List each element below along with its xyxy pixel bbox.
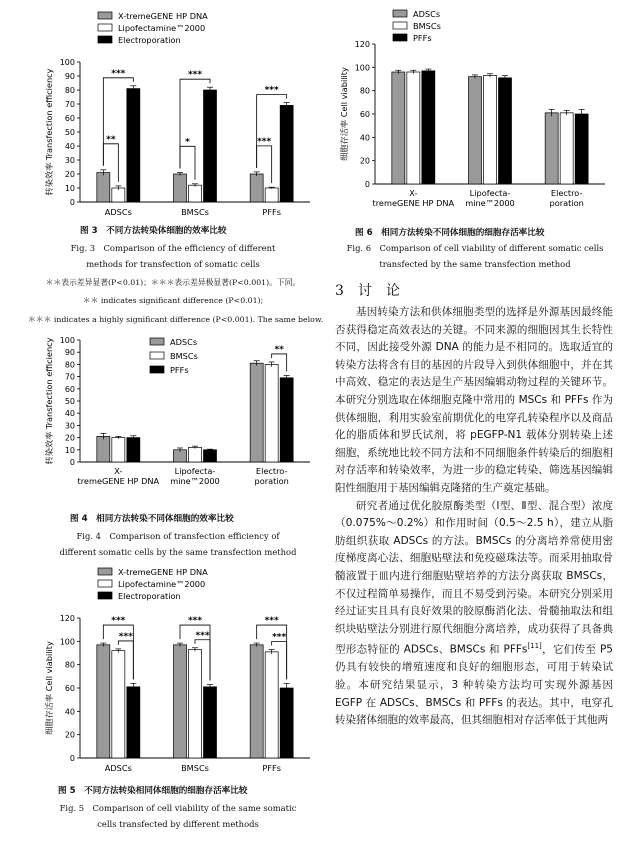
y-tick-label: 90 (64, 72, 75, 81)
y-tick-label: 10 (64, 184, 75, 193)
bar (265, 188, 278, 202)
x-tick-label: poration (254, 476, 289, 486)
legend-swatch (98, 568, 112, 575)
y-tick-label: 90 (64, 348, 75, 358)
significance-label: *** (264, 616, 279, 627)
x-tick-label: Electro- (255, 466, 288, 476)
y-tick-label: 100 (59, 637, 75, 647)
x-tick-label: mine™2000 (465, 198, 515, 208)
bar (265, 364, 278, 462)
y-tick-label: 60 (64, 684, 75, 693)
y-tick-label: 0 (69, 458, 75, 467)
x-tick-label: poration (549, 198, 584, 208)
y-tick-label: 80 (64, 660, 75, 670)
x-tick-label: Lipofecta- (469, 188, 511, 198)
significance-label: ** (274, 344, 284, 355)
figure-4-caption-en: Fig. 4 Comparison of transfection efficiency of different somatic cells by the same transfection method (59, 531, 297, 557)
y-tick-label: 40 (359, 133, 370, 143)
x-tick-label: Lipofecta- (174, 466, 216, 476)
legend-label: BMSCs (413, 21, 441, 31)
y-tick-label: 40 (64, 142, 75, 151)
y-tick-label: 40 (64, 409, 75, 419)
bar (499, 78, 512, 184)
bar (280, 105, 293, 202)
figure-5-chart (40, 560, 325, 782)
bar (127, 438, 140, 462)
bar (174, 645, 187, 758)
legend-label: X-tremeGENE HP DNA (118, 567, 208, 577)
significance-label: *** (195, 630, 210, 641)
legend-label: X-tremeGENE HP DNA (118, 11, 208, 21)
legend-label: Electroporation (118, 35, 181, 45)
y-tick-label: 40 (64, 707, 75, 717)
x-tick-label: BMSCs (181, 763, 209, 773)
legend-swatch (393, 22, 407, 29)
legend-label: ADSCs (413, 9, 441, 19)
figure-3-caption-cn: 图 3 不同方法转染体细胞的效率比较 (80, 226, 227, 236)
legend-swatch (150, 366, 164, 373)
y-tick-label: 80 (359, 86, 370, 96)
x-tick-label: BMSCs (181, 207, 209, 217)
legend-swatch (98, 592, 112, 599)
discussion-paragraph-2 (335, 498, 613, 730)
significance-label: *** (187, 70, 203, 81)
bar (112, 438, 125, 462)
y-axis-label: 转染效率 Transfection efficiency (44, 68, 54, 196)
bar (422, 71, 435, 184)
y-tick-label: 70 (64, 372, 75, 382)
bar (97, 436, 110, 462)
bar (280, 688, 293, 758)
y-tick-label: 0 (364, 180, 370, 189)
bar (189, 447, 202, 462)
y-tick-label: 20 (64, 170, 75, 179)
bar (545, 113, 558, 184)
legend-label: PFFs (413, 33, 432, 43)
significance-label: *** (111, 68, 126, 79)
y-tick-label: 60 (64, 114, 75, 123)
y-tick-label: 80 (64, 86, 75, 95)
legend-swatch (98, 580, 112, 587)
y-tick-label: 50 (64, 128, 75, 137)
y-axis-label: 细胞存活率 Cell viability (339, 67, 349, 161)
x-tick-label: tremeGENE HP DNA (77, 476, 160, 486)
y-tick-label: 100 (354, 63, 370, 73)
y-tick-label: 120 (59, 614, 75, 623)
bar (407, 72, 420, 184)
legend-label: PFFs (170, 365, 189, 375)
significance-label: ** (106, 134, 116, 145)
legend-swatch (150, 352, 164, 359)
legend-swatch (150, 338, 164, 345)
figure-3-caption-en: Fig. 3 Comparison of the efficiency of different methods for transfection of somatic cells (70, 243, 276, 269)
significance-label: *** (111, 616, 126, 627)
y-axis-label: 细胞存活率 Cell viability (44, 641, 54, 735)
y-tick-label: 30 (64, 421, 75, 431)
significance-label: *** (257, 136, 272, 147)
y-tick-label: 70 (64, 100, 75, 109)
bar (250, 645, 263, 758)
bar (189, 185, 202, 202)
y-tick-label: 20 (64, 730, 75, 740)
x-tick-label: PFFs (262, 207, 281, 217)
legend-swatch (393, 10, 407, 17)
y-tick-label: 20 (64, 433, 75, 443)
legend-label: Lipofectamine™2000 (118, 579, 206, 589)
significance-label: *** (187, 616, 203, 627)
x-tick-label: ADSCs (104, 763, 132, 773)
y-tick-label: 100 (59, 336, 75, 345)
significance-label: *** (118, 631, 133, 642)
legend-swatch (98, 24, 112, 31)
y-tick-label: 50 (64, 397, 75, 406)
bar (280, 378, 293, 462)
figure-3-chart (40, 4, 325, 222)
bar (127, 687, 140, 758)
bar (392, 72, 405, 184)
bar (189, 650, 202, 759)
y-tick-label: 60 (64, 384, 75, 394)
bar (204, 450, 217, 462)
bar (265, 652, 278, 758)
y-tick-label: 30 (64, 156, 75, 165)
bar (575, 114, 588, 184)
y-tick-label: 60 (359, 110, 370, 119)
figure-4-caption-cn: 图 4 相同方法转染不同体细胞的效率比较 (70, 514, 234, 524)
bar (174, 174, 187, 202)
bar (250, 363, 263, 462)
bar (112, 651, 125, 758)
bar (250, 174, 263, 202)
bar (97, 173, 110, 202)
bar (174, 450, 187, 462)
y-tick-label: 20 (359, 156, 370, 166)
bar (97, 645, 110, 758)
section-heading: 3 讨 论 (335, 283, 400, 299)
bar (469, 77, 482, 184)
discussion-body (335, 304, 613, 730)
y-tick-label: 100 (59, 58, 75, 67)
bar (204, 687, 217, 758)
legend-swatch (98, 12, 112, 19)
x-tick-label: X- (409, 188, 418, 198)
figure-4-chart (40, 330, 325, 510)
legend-swatch (98, 36, 112, 43)
discussion-paragraph-1: 基因转染方法和供体细胞类型的选择是外源基因最终能否获得稳定高效表达的关键。不同来源的细胞因其生长特性不同，因此接受外源 DNA 的能力是不相同的。选取适宜的转染方法将含有目的基因的片段导入到供体细胞中，并在其中高效、稳定的表达是生产基因编辑动物过程的关键环节。本研究分别选取在体细胞克隆中常用的 MSCs 和 PFFs 作为供体细胞，利用实验室前期优化的电穿孔转染程序以及商品化的脂质体和罗氏试剂，将 pEGFP-N1 载体分别转染上述细胞，系统地比较不同方法和不同细胞条件转染后的细胞相对存活率和转染效率，为进一步的稳定转染、筛选基因编辑阳性细胞用于基因编辑克隆猪的生产奠定基础。 (335, 306, 613, 494)
significance-label: * (185, 137, 190, 148)
discussion-paragraph-2-continued: ，它们传至 P5 仍具有较快的增殖速度和良好的细胞形态，可用于转染试验。本研究结果显示，3 种转染方法均可实现外源基因 EGFP 在 ADSCs、BMSCs 和 PFFs 的表达。其中，电穿孔转染猪体细胞的效率最高，但其细胞相对存活率低于其他两 (335, 643, 613, 727)
legend-label: Lipofectamine™2000 (118, 23, 206, 33)
significance-label: *** (264, 85, 279, 96)
figure-3-note-en-2: ＊＊＊ indicates a highly significant difference (P<0.001). The same below. (28, 315, 324, 324)
x-tick-label: X- (114, 466, 123, 476)
y-tick-label: 10 (64, 445, 75, 455)
x-tick-label: mine™2000 (170, 476, 220, 486)
figure-6-caption-cn: 图 6 相同方法转染不同体细胞的细胞存活率比较 (355, 228, 545, 238)
legend-swatch (393, 34, 407, 41)
figure-6-caption-en: Fig. 6 Comparison of cell viability of different somatic cells transfected by the same transfection method (346, 243, 604, 269)
x-tick-label: ADSCs (104, 207, 132, 217)
y-tick-label: 120 (354, 40, 370, 49)
y-axis-label: 转染效率 Transfection efficiency (44, 337, 54, 465)
figure-5-caption-cn: 图 5 不同方法转染相同体细胞的细胞存活率比较 (58, 786, 248, 796)
y-tick-label: 0 (69, 198, 75, 207)
x-tick-label: PFFs (262, 763, 281, 773)
y-tick-label: 80 (64, 360, 75, 370)
figure-5-caption-en: Fig. 5 Comparison of cell viability of the same somatic cells transfected by different methods (59, 803, 297, 829)
x-tick-label: Electro- (550, 188, 583, 198)
significance-label: *** (272, 632, 287, 643)
x-tick-label: tremeGENE HP DNA (372, 198, 455, 208)
bar (127, 89, 140, 202)
discussion-paragraph-2-text: 研究者通过优化胶原酶类型（Ⅰ型、Ⅱ型、混合型）浓度（0.075%～0.2%）和作用时间（0.5～2.5 h），建立从脂肪组织获取 ADSCs 的方法。BMSCs 的分离培养常使用密度梯度离心法、细胞贴壁法和免疫磁珠法等。而采用抽取骨髓液置于皿内进行细胞贴壁培养的方法分离获取 BMSCs，不仅过程简单易操作，而且不易受到污染。本研究分别采用经过证实且具有良好效果的胶原酶消化法、骨髓抽取法和组织块贴壁法分别进行原代细胞分离培养，成功获得了具备典型形态特征的 ADSCs、BMSCs 和 PFFs (335, 499, 613, 656)
bar (204, 90, 217, 202)
bar (484, 76, 497, 185)
legend-label: Electroporation (118, 591, 181, 601)
figure-6-chart (335, 4, 620, 226)
legend-label: BMSCs (170, 351, 198, 361)
legend-label: ADSCs (170, 337, 198, 347)
citation-ref: [11] (527, 642, 542, 651)
figure-3-note-en-1: ＊＊ indicates significant difference (P<0.01); (82, 296, 264, 305)
bar (560, 113, 573, 184)
figure-3-note-cn: ＊＊表示差异显著(P<0.01)；＊＊＊表示差异极显著(P<0.001)。下同。 (45, 278, 301, 287)
y-tick-label: 0 (69, 754, 75, 763)
